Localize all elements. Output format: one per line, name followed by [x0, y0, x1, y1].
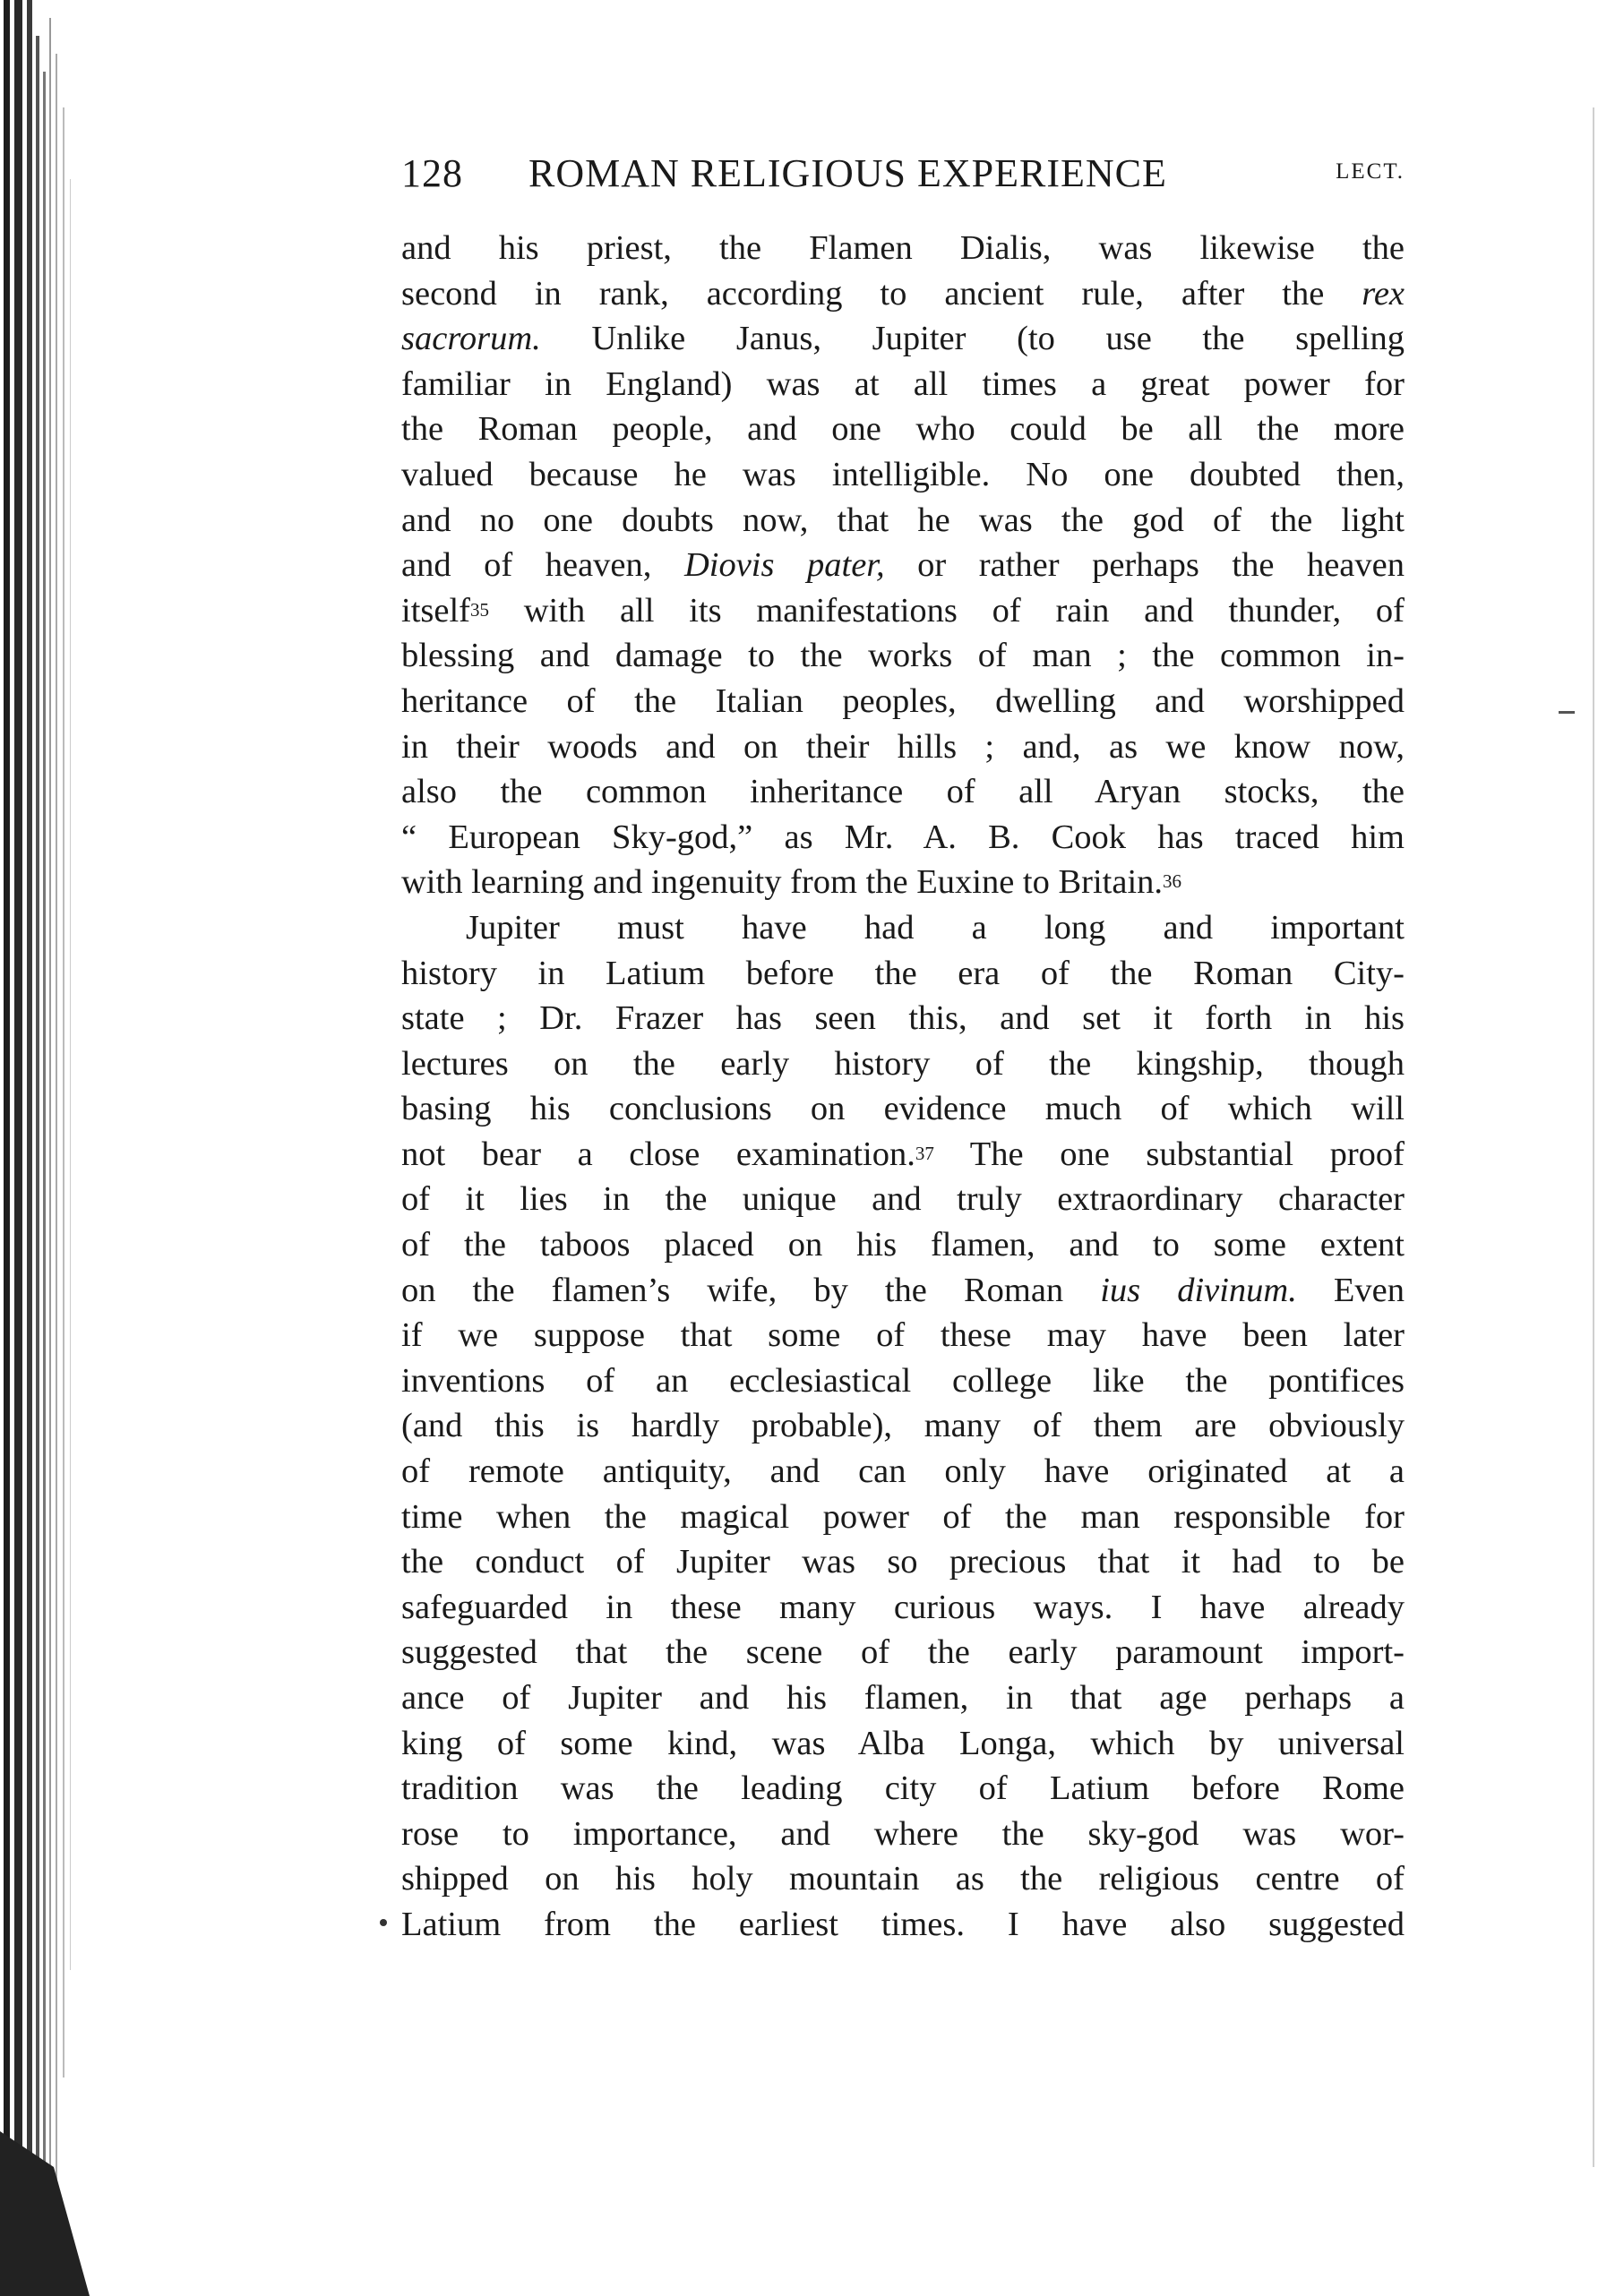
text-line: familiar in England) was at all times a great power for	[401, 364, 1405, 403]
text-line: “ European Sky-god,” as Mr. A. B. Cook has traced him	[401, 818, 1405, 856]
text-line: lectures on the early history of the kingship, though	[401, 1044, 1405, 1083]
text-line: and his priest, the Flamen Dialis, was likewise the	[401, 229, 1405, 267]
text-line: of the taboos placed on his flamen, and to some extent	[401, 1226, 1405, 1264]
footnote-ref: 37	[915, 1142, 934, 1164]
right-edge-line	[1593, 107, 1594, 2167]
text-line: with learning and ingenuity from the Euxine to Britain.$^{36}$	[401, 863, 1182, 902]
running-header	[401, 150, 1405, 201]
margin-bullet-mark	[380, 1919, 387, 1926]
italic-term: Diovis pater,	[683, 546, 885, 585]
text-line: the conduct of Jupiter was so precious that it had to be	[401, 1543, 1405, 1581]
text-line: not bear a close examination.$^{37}$ The one substantial proof	[401, 1135, 1405, 1173]
text-line: history in Latium before the era of the Roman City-	[401, 954, 1405, 992]
text-line: in their woods and on their hills ; and, as we know now,	[401, 727, 1405, 766]
page-number: 128	[401, 151, 463, 195]
text-line: time when the magical power of the man responsible for	[401, 1497, 1405, 1536]
text-line: tradition was the leading city of Latium before Rome	[401, 1769, 1405, 1808]
text-line: also the common inheritance of all Aryan stocks, the	[401, 773, 1405, 811]
text-line: of it lies in the unique and truly extraordinary character	[401, 1180, 1405, 1219]
text-line: Jupiter must have had a long and important	[466, 908, 1405, 947]
text-line: the Roman people, and one who could be all the more	[401, 410, 1405, 449]
text-line: sacrorum. Unlike Janus, Jupiter (to use the spelling	[401, 320, 1405, 358]
text-line: and of heaven, Diovis pater, or rather perhaps the heaven	[401, 546, 1405, 585]
text-line: of remote antiquity, and can only have originated at a	[401, 1452, 1405, 1491]
margin-dash-mark	[1559, 711, 1575, 714]
text-line: Latium from the earliest times. I have also suggested	[401, 1905, 1405, 1943]
body-text	[401, 226, 1405, 1948]
text-line: if we suppose that some of these may have been later	[401, 1316, 1405, 1355]
section-label: LECT.	[1336, 159, 1405, 184]
text-line: shipped on his holy mountain as the religious centre of	[401, 1860, 1405, 1898]
text-line: inventions of an ecclesiastical college like the pontifices	[401, 1361, 1405, 1400]
text-line: blessing and damage to the works of man ; the common in-	[401, 637, 1405, 675]
text-line: suggested that the scene of the early paramount import-	[401, 1633, 1405, 1672]
text-line: safeguarded in these many curious ways. I have already	[401, 1588, 1405, 1626]
italic-term: ius divinum.	[1100, 1271, 1297, 1309]
text-line: state ; Dr. Frazer has seen this, and set it forth in his	[401, 999, 1405, 1038]
italic-term: sacrorum.	[401, 320, 541, 358]
footnote-ref: 35	[469, 598, 489, 621]
footnote-ref: 36	[1163, 870, 1182, 893]
text-line: ance of Jupiter and his flamen, in that age perhaps a	[401, 1679, 1405, 1717]
text-line: heritance of the Italian peoples, dwelling and worshipped	[401, 681, 1405, 720]
text-line: basing his conclusions on evidence much of which will	[401, 1090, 1405, 1128]
text-line: valued because he was intelligible. No one doubted then,	[401, 455, 1405, 493]
binding-edge	[0, 0, 99, 2296]
text-line: and no one doubts now, that he was the god of the light	[401, 501, 1405, 539]
text-line: (and this is hardly probable), many of them are obviously	[401, 1407, 1405, 1445]
text-line: rose to importance, and where the sky-god was wor-	[401, 1814, 1405, 1853]
italic-term: rex	[1362, 274, 1405, 313]
text-line: on the flamen’s wife, by the Roman ius divinum. Even	[401, 1271, 1405, 1309]
text-line: king of some kind, was Alba Longa, which by universal	[401, 1724, 1405, 1762]
text-line: second in rank, according to ancient rule, after the rex	[401, 274, 1405, 313]
running-title: ROMAN RELIGIOUS EXPERIENCE	[528, 151, 1167, 195]
text-line: itself$^{35}$ with all its manifestations of rain and thunder, of	[401, 591, 1405, 630]
